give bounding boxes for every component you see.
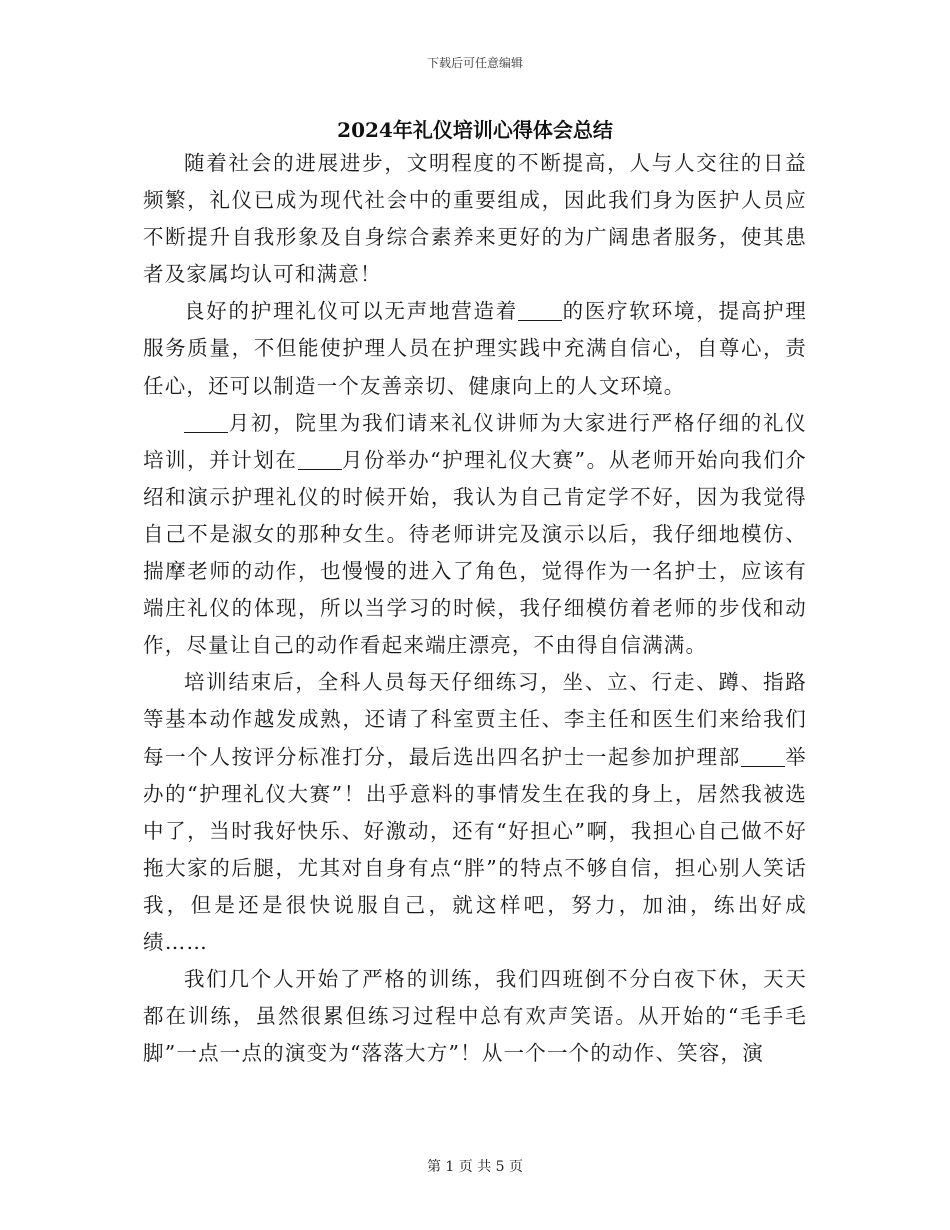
paragraph-2-part-1: 良好的护理礼仪可以无声地营造着 bbox=[184, 299, 519, 324]
fill-in-blank bbox=[741, 745, 785, 767]
document-body bbox=[143, 145, 807, 1072]
fill-in-blank bbox=[518, 300, 562, 322]
paragraph-3 bbox=[143, 405, 807, 665]
paragraph-5: 我们几个人开始了严格的训练，我们四班倒不分白夜下休，天天都在训练，虽然很累但练习过程中总有欢声笑语。从开始的“毛手毛脚”一点一点的演变为“落落大方”！从一个一个的动作、笑容，演 bbox=[143, 967, 807, 1066]
paragraph-2-part-2: 的医疗软环境，提高护理服务质量，不但能使护理人员在护理实践中充满自信心，自尊心，责任心，还可以制造一个友善亲切、健康向上的人文环境。 bbox=[143, 299, 808, 398]
paragraph-1: 随着社会的进展进步，文明程度的不断提高，人与人交往的日益频繁，礼仪已成为现代社会中的重要组成，因此我们身为医护人员应不断提升自我形象及自身综合素养来更好的为广阔患者服务，使其患者及家属均认可和满意！ bbox=[143, 151, 807, 287]
header-note: 下载后可任意编辑 bbox=[426, 56, 523, 70]
fill-in-blank bbox=[298, 448, 342, 470]
fill-in-blank bbox=[184, 411, 228, 433]
paragraph-3-part-2: 月份举办“护理礼仪大赛”。从老师开始向我们介绍和演示护理礼仪的时候开始，我认为自己肯定学不好，因为我觉得自己不是淑女的那种女生。待老师讲完及演示以后，我仔细地模仿、揣摩老师的动作，也慢慢的进入了角色，觉得作为一名护士，应该有端庄礼仪的体现，所以当学习的时候，我仔细模仿着老师的步伐和动作，尽量让自己的动作看起来端庄漂亮，不由得自信满满。 bbox=[143, 447, 808, 658]
paragraph-3-part-1: 月初，院里为我们请来礼仪讲师为大家进行严格仔细的礼仪培训，并计划在 bbox=[143, 410, 807, 472]
page-number: 第 1 页 共 5 页 bbox=[426, 1159, 524, 1175]
paragraph-4-part-2: 举办的“护理礼仪大赛”！出乎意料的事情发生在我的身上，居然我被选中了，当时我好快乐、好激动，还有“好担心”啊，我担心自己做不好拖大家的后腿，尤其对自身有点“胖”的特点不够自信，担心别人笑话我，但是还是很快说服自己，就这样吧，努力，加油，练出好成绩…… bbox=[143, 744, 808, 954]
paragraph-2 bbox=[143, 293, 807, 404]
paragraph-4 bbox=[143, 664, 807, 961]
document-title: 2024年礼仪培训心得体会总结 bbox=[337, 118, 613, 142]
paragraph-4-part-1: 培训结束后，全科人员每天仔细练习，坐、立、行走、蹲、指路等基本动作越发成熟，还请了科室贾主任、李主任和医生们来给我们每一个人按评分标准打分，最后选出四名护士一起参加护理部 bbox=[143, 670, 807, 769]
